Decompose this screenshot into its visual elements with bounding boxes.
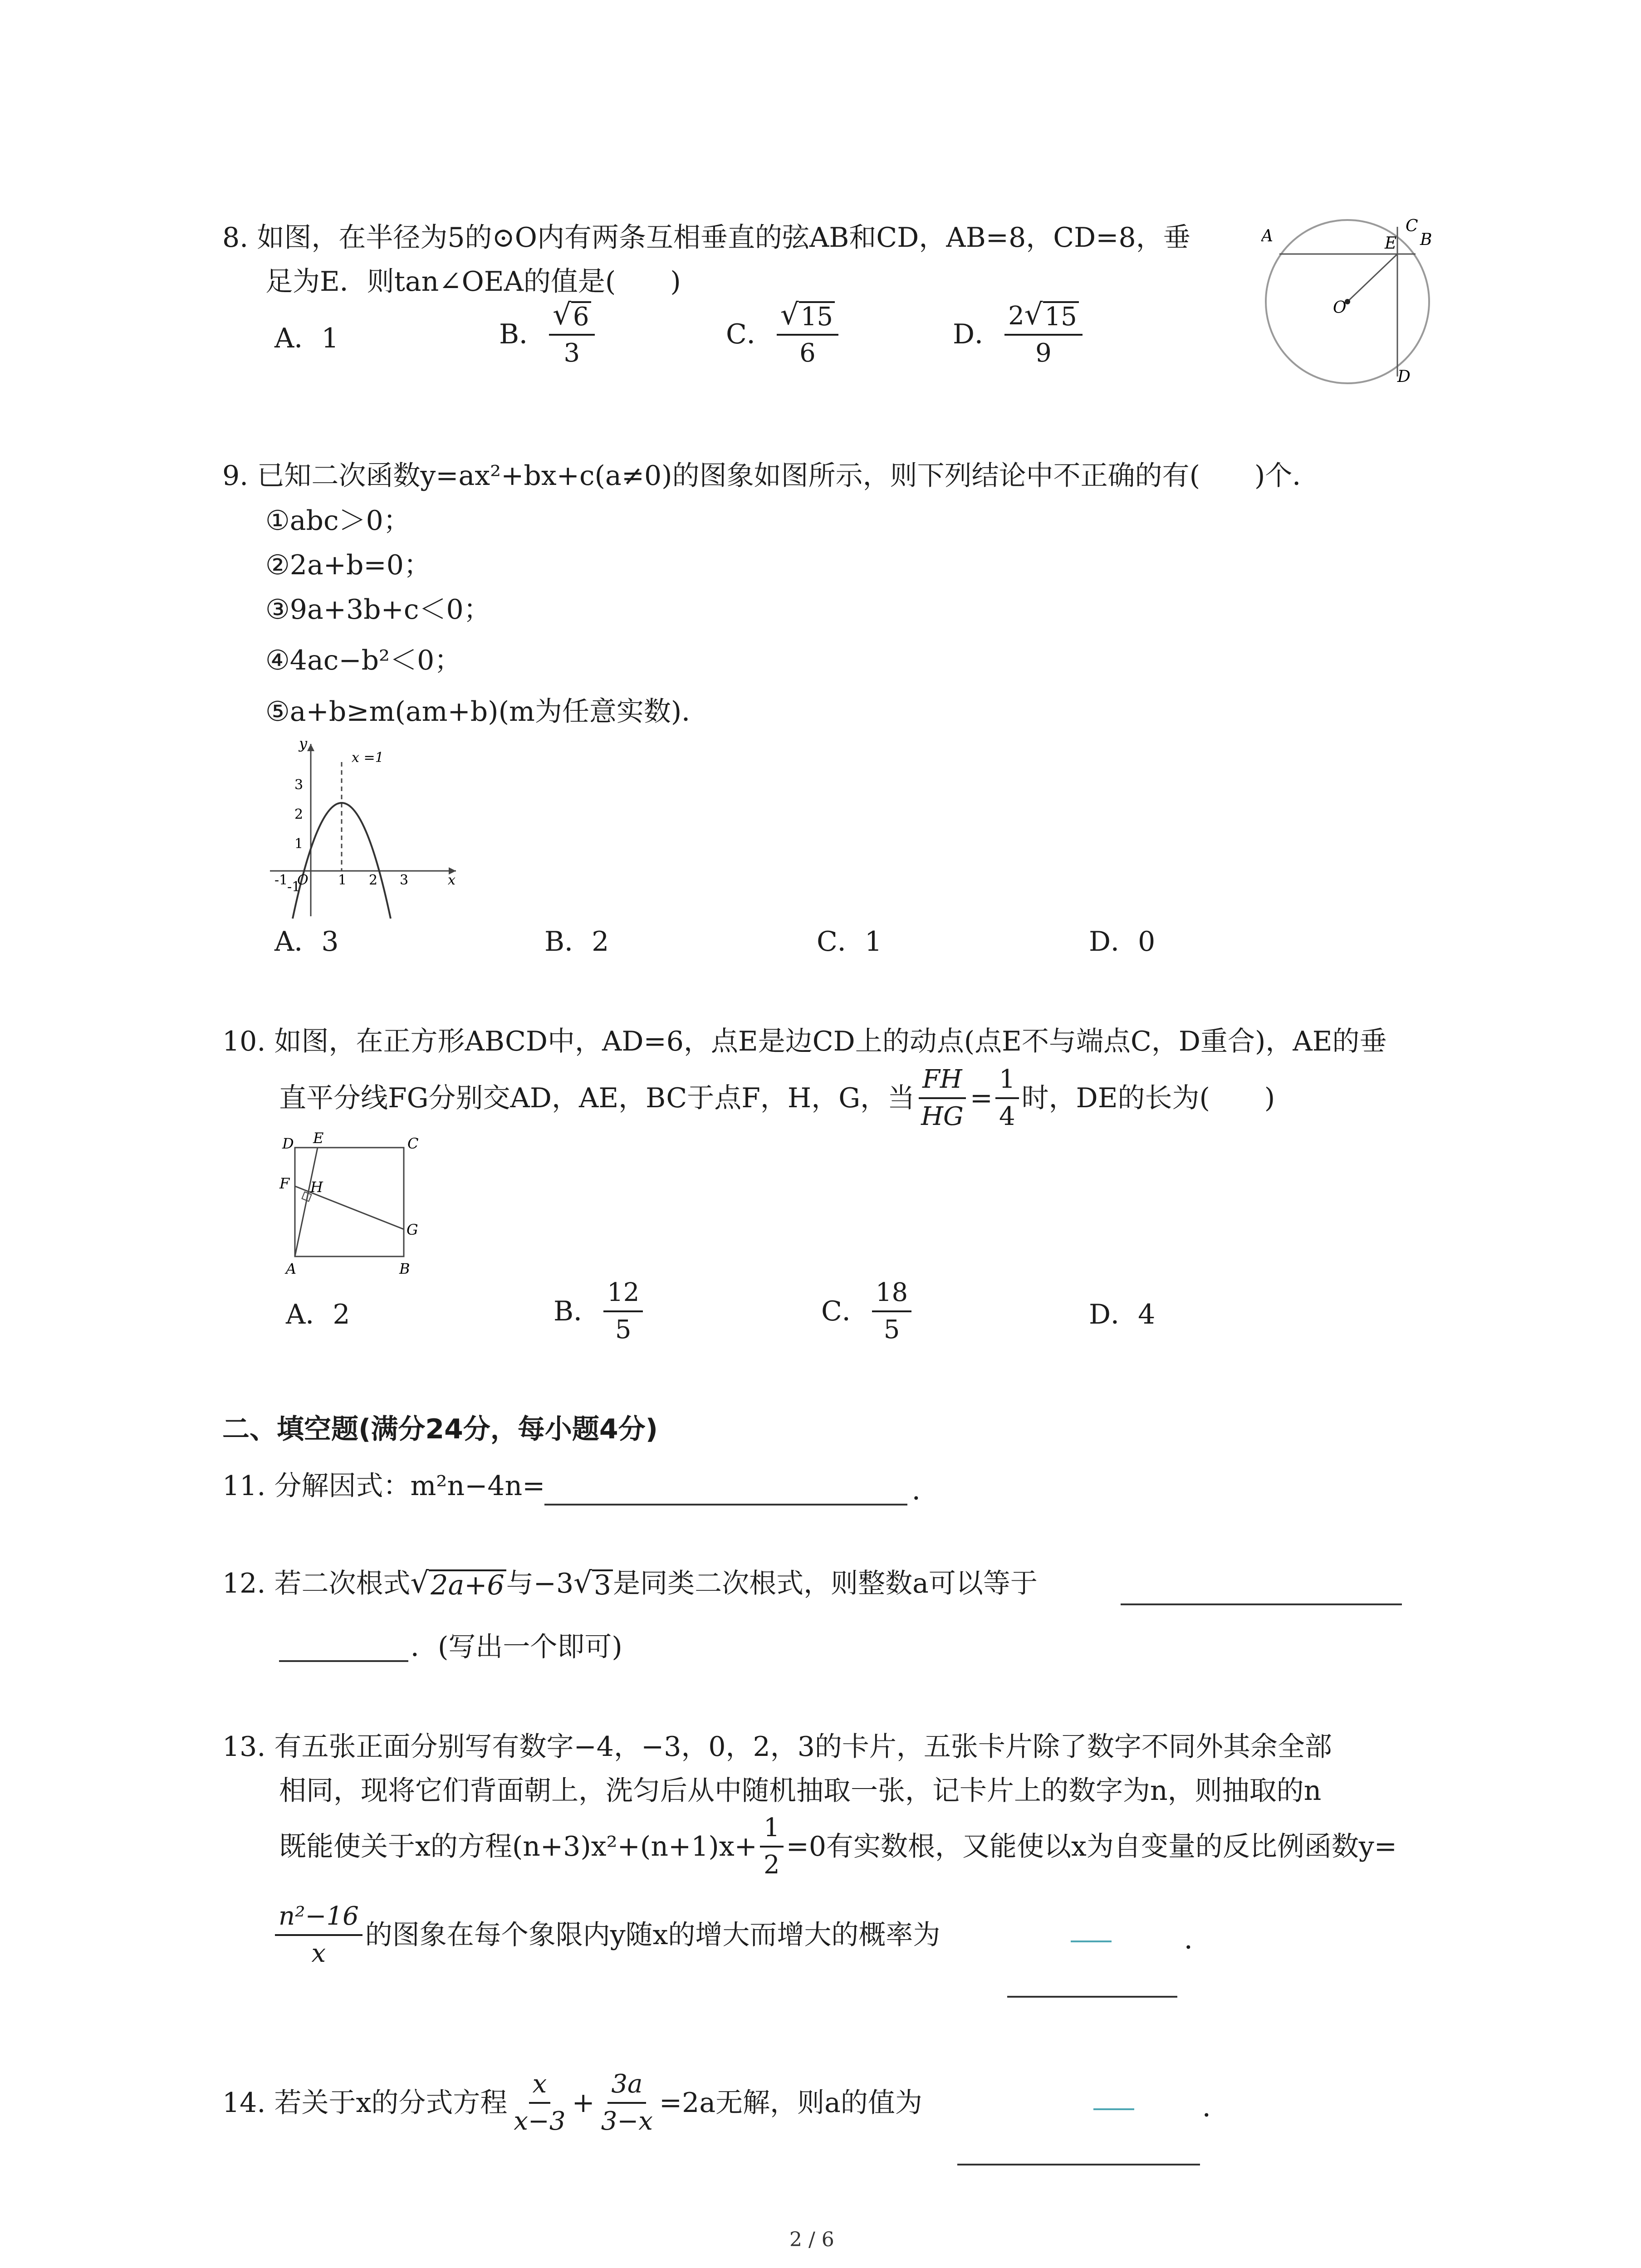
symmetry-label: x =1	[352, 750, 384, 766]
q8-option-d-coef: 2	[1008, 301, 1024, 331]
q13-function-den: x	[311, 1939, 326, 1968]
q13-function-fraction	[275, 1901, 362, 1970]
label-b: B	[1420, 230, 1432, 249]
label-o: O	[1333, 298, 1347, 317]
q8-option-c-label: C．	[726, 318, 774, 350]
label-c: C	[407, 1135, 419, 1152]
label-g: G	[407, 1221, 418, 1238]
q8-option-d-fraction: 2 √ 15 9	[1004, 299, 1083, 369]
q8-option-c-den: 6	[799, 338, 816, 368]
q14-line1	[222, 2068, 922, 2137]
q13-half-den: 2	[763, 1850, 780, 1880]
q8-option-d-den: 9	[1035, 338, 1052, 368]
q13-half-num: 1	[760, 1812, 784, 1848]
q9-item-5: ⑤a+b≥m(am+b)(m为任意实数)．	[265, 696, 709, 728]
q8-option-b-radicand: 6	[571, 301, 591, 331]
q14-fraction-2	[598, 2068, 656, 2137]
section-title: 二、填空题(满分24分，每小题4分)	[222, 1413, 658, 1445]
q10-option-c	[821, 1277, 914, 1346]
q8-option-d	[953, 299, 1085, 369]
q9-item-2: ②2a+b=0；	[265, 549, 431, 581]
q8-option-a: A．1	[274, 323, 339, 354]
label-e: E	[1385, 234, 1397, 253]
q10-line1: 10. 如图，在正方形ABCD中，AD=6，点E是边CD上的动点(点E不与端点C，D重合)，AE的垂	[222, 1026, 1387, 1057]
q12-radicand-1: 2a+6	[429, 1569, 506, 1599]
q10-quarter-den: 4	[999, 1102, 1015, 1131]
q8-line2: 足为E．则tan∠OEA的值是( )	[265, 266, 681, 298]
q14-fraction-2-den: 3−x	[601, 2107, 653, 2136]
q13-line3-post: =0有实数根，又能使以x为自变量的反比例函数y=	[786, 1831, 1397, 1862]
q14-post: =2a无解，则a的值为	[659, 2087, 922, 2119]
q14-fraction-1-num: x	[529, 2068, 551, 2104]
q8-option-b-den: 3	[563, 338, 580, 368]
q8-option-b-fraction: √ 6 3	[549, 299, 594, 369]
q11-answer-blank[interactable]	[544, 1504, 907, 1505]
q10-line2-pre: 直平分线FG分别交AD，AE，BC于点F，H，G，当	[279, 1082, 915, 1114]
xtick-3: 3	[400, 872, 409, 888]
q14-tail: ．	[1202, 2092, 1230, 2123]
q12-pre: 12. 若二次根式	[222, 1568, 411, 1599]
q8-option-d-label: D．	[953, 318, 1002, 350]
q8-option-c-radicand: 15	[799, 301, 835, 331]
square-abcd	[295, 1148, 404, 1256]
q11-tail: ．	[912, 1475, 939, 1506]
q10-option-c-label: C．	[821, 1295, 869, 1327]
q14-fraction-2-num: 3a	[607, 2068, 646, 2104]
q10-option-c-num: 18	[872, 1277, 911, 1312]
q10-line2-post: 时，DE的长为( )	[1021, 1082, 1275, 1114]
q8-option-b-label: B．	[499, 318, 547, 350]
xtick-1: 1	[338, 872, 347, 888]
q9-option-d: D．0	[1089, 926, 1156, 958]
label-b: B	[399, 1260, 410, 1277]
q10-option-b-den: 5	[615, 1315, 632, 1344]
q10-ratio-den: HG	[921, 1102, 964, 1131]
label-h: H	[310, 1178, 323, 1196]
q10-option-b-num: 12	[603, 1277, 643, 1312]
q10-option-c-den: 5	[883, 1315, 900, 1344]
q13-line3	[279, 1812, 1397, 1881]
q10-line2	[279, 1064, 1275, 1133]
q14-answer-blank[interactable]	[957, 2164, 1200, 2165]
label-d: D	[1397, 367, 1411, 386]
label-c: C	[1406, 217, 1418, 235]
q12-mid: 与−3	[506, 1568, 574, 1599]
q13-answer-blank[interactable]	[1007, 1996, 1177, 1998]
q9-item-1: ①abc＞0；	[265, 505, 411, 537]
label-a: A	[286, 1260, 297, 1277]
q13-line1: 13. 有五张正面分别写有数字−4，−3，0，2，3的卡片，五张卡片除了数字不同外其余全部	[222, 1731, 1332, 1763]
q9-item-3: ③9a+3b+c＜0；	[265, 594, 491, 626]
q9-option-a: A．3	[274, 926, 339, 958]
q14-fraction-1	[510, 2068, 569, 2137]
q10-square-figure	[272, 1129, 426, 1284]
q10-option-a: A．2	[286, 1299, 350, 1330]
q13-answer-dash	[1071, 1941, 1112, 1942]
tick-1: 1	[294, 836, 304, 852]
label-f: F	[279, 1175, 290, 1192]
y-axis-arrow	[307, 744, 314, 751]
q13-line2: 相同，现将它们背面朝上，洗匀后从中随机抽取一张，记卡片上的数字为n，则抽取的n	[279, 1775, 1322, 1807]
q9-option-b: B．2	[544, 926, 609, 958]
q14-pre: 14. 若关于x的分式方程	[222, 2087, 508, 2119]
q10-ratio-fraction	[917, 1064, 967, 1133]
xtick-2: 2	[369, 872, 378, 888]
x-label: x	[448, 872, 456, 888]
q13-function-num: n²−16	[275, 1901, 362, 1936]
q8-circle-figure	[1261, 209, 1452, 395]
origin-label: O	[297, 872, 309, 888]
q10-option-b	[554, 1277, 646, 1346]
xtick-minus1: -1	[274, 872, 288, 888]
q8-option-c-fraction: √ 15 6	[777, 299, 838, 369]
label-a: A	[1261, 227, 1273, 245]
y-label: y	[299, 735, 308, 752]
q11-text: 11. 分解因式：m²n−4n=	[222, 1470, 545, 1502]
q10-equals: =	[970, 1082, 993, 1114]
q10-ratio-num: FH	[919, 1064, 966, 1099]
q10-option-b-label: B．	[554, 1295, 601, 1327]
q14-fraction-1-den: x−3	[514, 2107, 566, 2136]
q9-item-4: ④4ac−b²＜0；	[265, 645, 462, 676]
q12-line2: ．(写出一个即可)	[411, 1631, 622, 1663]
tick-minus1: -1	[287, 879, 301, 895]
q13-line3-pre: 既能使关于x的方程(n+3)x²+(n+1)x+	[279, 1831, 757, 1862]
q10-quarter-fraction	[995, 1064, 1019, 1133]
q12-radicand-2: 3	[592, 1569, 613, 1599]
q8-line1: 8. 如图，在半径为5的⊙O内有两条互相垂直的弦AB和CD，AB=8，CD=8，垂	[222, 222, 1190, 254]
segment-oe	[1347, 254, 1397, 302]
q10-quarter-num: 1	[995, 1064, 1019, 1099]
page-number: 2 / 6	[789, 2228, 834, 2251]
segment-ae	[295, 1148, 318, 1256]
q10-option-c-fraction	[872, 1277, 911, 1346]
q9-parabola-graph	[265, 735, 470, 921]
q10-option-b-fraction	[603, 1277, 643, 1346]
q10-option-d: D．4	[1089, 1299, 1156, 1330]
q9-option-c: C．1	[817, 926, 882, 958]
q9-line1: 9. 已知二次函数y=ax²+bx+c(a≠0)的图象如图所示，则下列结论中不正确的有( )个．	[222, 460, 1320, 492]
tick-3: 3	[294, 777, 304, 793]
label-d: D	[282, 1135, 294, 1152]
q13-line4	[272, 1901, 940, 1970]
q13-line4-post: 的图象在每个象限内y随x的增大而增大的概率为	[365, 1919, 941, 1951]
q12-post: 是同类二次根式，则整数a可以等于	[613, 1568, 1038, 1599]
q8-option-b	[499, 299, 598, 369]
q12-line1: 12. 若二次根式 √ 2a+6 与−3 √ 3 是同类二次根式，则整数a可以等于	[222, 1566, 1038, 1601]
tick-2: 2	[294, 807, 304, 822]
q13-tail: ．	[1184, 1924, 1211, 1955]
q13-half-fraction	[760, 1812, 784, 1881]
q8-option-c	[726, 299, 841, 369]
q14-answer-dash	[1093, 2108, 1134, 2110]
q8-option-d-radicand: 15	[1043, 301, 1079, 331]
q12-answer-blank-2[interactable]	[279, 1660, 408, 1662]
q14-plus: +	[572, 2087, 595, 2119]
q12-answer-blank-1[interactable]	[1121, 1603, 1402, 1605]
label-e: E	[313, 1129, 324, 1147]
